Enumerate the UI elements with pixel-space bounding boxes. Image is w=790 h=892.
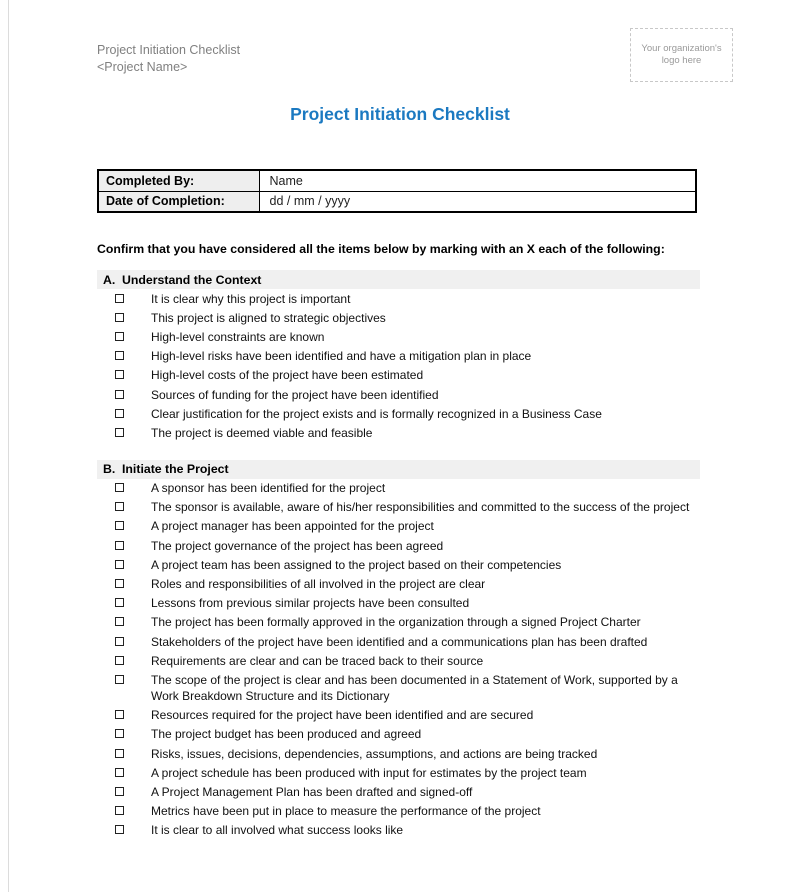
checklist-item: [97, 404, 700, 423]
checklist-item: [97, 517, 700, 536]
checklist-item: [97, 366, 700, 385]
checklist-item: [97, 725, 700, 744]
checklist-item: [97, 782, 700, 801]
item-checkbox[interactable]: [115, 521, 124, 530]
info-row-label: Completed By:: [98, 170, 259, 191]
item-checkbox[interactable]: [115, 390, 124, 399]
checklist-item: [97, 706, 700, 725]
info-table-row: [98, 191, 696, 212]
item-checkbox[interactable]: [115, 579, 124, 588]
info-row-label: Date of Completion:: [98, 191, 259, 212]
item-label: A project schedule has been produced with input for estimates by the project team: [151, 765, 587, 780]
item-checkbox[interactable]: [115, 428, 124, 437]
item-checkbox[interactable]: [115, 370, 124, 379]
item-checkbox[interactable]: [115, 675, 124, 684]
checklist-item: [97, 498, 700, 517]
item-label: The scope of the project is clear and has been documented in a Statement of Work, supported by a Work Breakdown Structure and its Dictionary: [151, 672, 678, 703]
checklist-item: [97, 744, 700, 763]
section-header: [97, 270, 700, 289]
info-row-value[interactable]: Name: [259, 170, 696, 191]
item-label: Risks, issues, decisions, dependencies, assumptions, and actions are being tracked: [151, 746, 598, 761]
checklist-item: [97, 347, 700, 366]
section-A: [97, 270, 790, 443]
header-project-name-placeholder: <Project Name>: [97, 60, 188, 74]
checklist-item: [97, 423, 700, 442]
item-checkbox[interactable]: [115, 351, 124, 360]
item-checkbox[interactable]: [115, 294, 124, 303]
info-table-body: [98, 170, 696, 212]
item-checkbox[interactable]: [115, 560, 124, 569]
checklist-item: [97, 536, 700, 555]
item-label: Lessons from previous similar projects have been consulted: [151, 596, 470, 611]
item-label: A project manager has been appointed for the project: [151, 519, 434, 534]
item-checkbox[interactable]: [115, 617, 124, 626]
item-checkbox[interactable]: [115, 806, 124, 815]
checklist-item: [97, 651, 700, 670]
section-letter: B.: [103, 462, 116, 476]
logo-placeholder-text: Your organization's logo here: [641, 43, 722, 66]
item-label: This project is aligned to strategic objectives: [151, 310, 386, 325]
item-checkbox[interactable]: [115, 729, 124, 738]
checklist-item: [97, 555, 700, 574]
item-label: The project budget has been produced and agreed: [151, 727, 422, 742]
header-doc-title: Project Initiation Checklist: [97, 43, 241, 57]
info-row-value[interactable]: dd / mm / yyyy: [259, 191, 696, 212]
item-label: A sponsor has been identified for the project: [151, 481, 386, 496]
checklist-item: [97, 594, 700, 613]
item-label: A Project Management Plan has been drafted and signed-off: [151, 784, 473, 799]
item-label: Roles and responsibilities of all involved in the project are clear: [151, 577, 486, 592]
item-checkbox[interactable]: [115, 787, 124, 796]
item-label: The sponsor is available, aware of his/her responsibilities and committed to the success of the project: [151, 500, 690, 515]
item-checkbox[interactable]: [115, 749, 124, 758]
completion-info-table: [97, 169, 697, 213]
checklist-item: [97, 613, 700, 632]
item-checkbox[interactable]: [115, 710, 124, 719]
checklist-item: [97, 479, 700, 498]
checklist-item: [97, 308, 700, 327]
item-checkbox[interactable]: [115, 656, 124, 665]
info-table-row: [98, 170, 696, 191]
item-checkbox[interactable]: [115, 598, 124, 607]
checklist-sections: [97, 270, 790, 840]
instruction-text: Confirm that you have considered all the items below by marking with an X each of the following:: [97, 242, 665, 256]
section-B: [97, 460, 790, 840]
item-checkbox[interactable]: [115, 332, 124, 341]
item-checkbox[interactable]: [115, 502, 124, 511]
page-left-edge: [8, 0, 9, 892]
checklist-item: [97, 327, 700, 346]
item-label: The project governance of the project has been agreed: [151, 538, 444, 553]
item-checkbox[interactable]: [115, 483, 124, 492]
checklist-item: [97, 802, 700, 821]
checklist-item: [97, 670, 700, 705]
item-label: High-level costs of the project have been estimated: [151, 368, 424, 383]
checklist-item: [97, 763, 700, 782]
item-label: High-level risks have been identified and have a mitigation plan in place: [151, 349, 532, 364]
checklist-item: [97, 632, 700, 651]
item-label: Metrics have been put in place to measure the performance of the project: [151, 804, 541, 819]
item-checkbox[interactable]: [115, 768, 124, 777]
item-label: Requirements are clear and can be traced back to their source: [151, 653, 484, 668]
item-label: The project has been formally approved in the organization through a signed Project Charter: [151, 615, 641, 630]
item-label: Stakeholders of the project have been identified and a communications plan has been drafted: [151, 634, 648, 649]
page-title: Project Initiation Checklist: [290, 104, 510, 124]
section-header: [97, 460, 700, 479]
item-label: It is clear why this project is important: [151, 291, 351, 306]
item-label: High-level constraints are known: [151, 329, 325, 344]
checklist-item: [97, 574, 700, 593]
checklist-item: [97, 821, 700, 840]
item-label: The project is deemed viable and feasible: [151, 425, 373, 440]
item-checkbox[interactable]: [115, 541, 124, 550]
item-label: Sources of funding for the project have been identified: [151, 387, 439, 402]
item-label: Clear justification for the project exists and is formally recognized in a Business Case: [151, 406, 602, 421]
checklist-item: [97, 385, 700, 404]
section-letter: A.: [103, 272, 116, 287]
item-checkbox[interactable]: [115, 637, 124, 646]
section-title: Initiate the Project: [122, 462, 229, 476]
section-title: Understand the Context: [122, 272, 262, 287]
checklist-item: [97, 289, 700, 308]
item-label: A project team has been assigned to the project based on their competencies: [151, 557, 562, 572]
item-checkbox[interactable]: [115, 409, 124, 418]
document-header: [97, 0, 733, 82]
item-label: Resources required for the project have been identified and are secured: [151, 708, 534, 723]
item-checkbox[interactable]: [115, 825, 124, 834]
logo-placeholder-box[interactable]: [630, 28, 733, 82]
header-text-block: [97, 42, 240, 76]
item-label: It is clear to all involved what success looks like: [151, 823, 404, 838]
item-checkbox[interactable]: [115, 313, 124, 322]
